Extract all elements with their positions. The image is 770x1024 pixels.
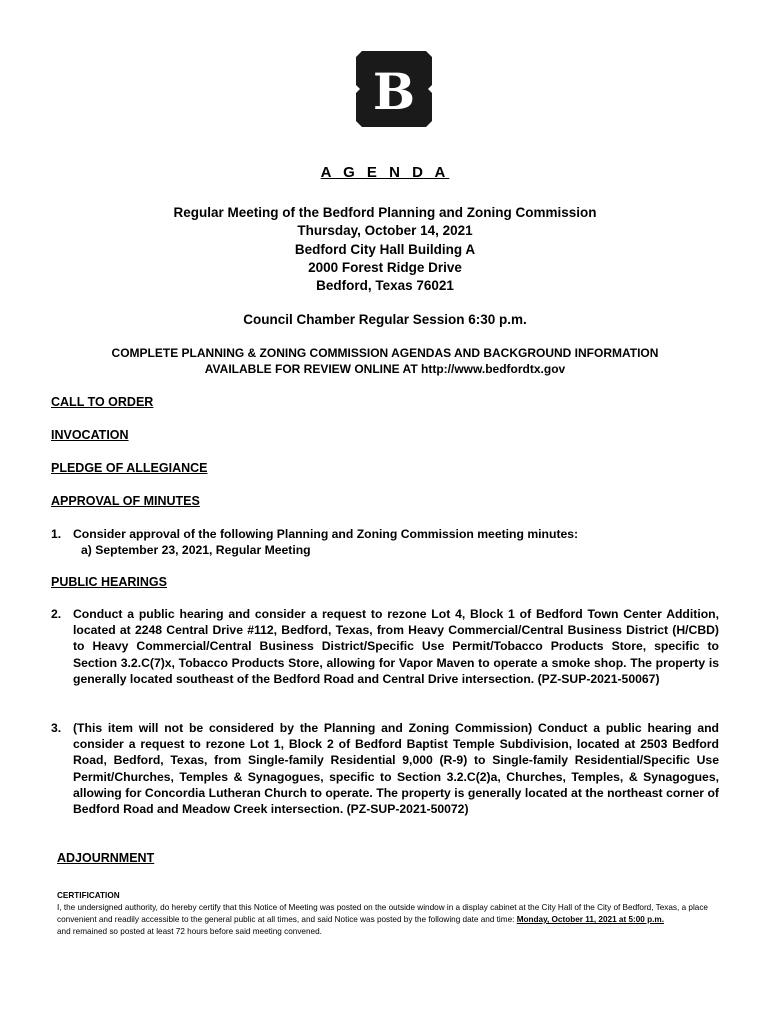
notice-line-1: COMPLETE PLANNING & ZONING COMMISSION AGENDAS AND BACKGROUND INFORMATION [111,346,659,360]
item-number: 3. [51,721,62,735]
city-logo [356,51,432,127]
section-call-to-order: CALL TO ORDER [51,395,154,409]
section-pledge: PLEDGE OF ALLEGIANCE [51,461,208,475]
agenda-title: A G E N D A [320,164,450,181]
online-notice [0,346,770,377]
certification-text-2: and remained so posted at least 72 hours before said meeting convened. [57,927,322,936]
section-approval-of-minutes: APPROVAL OF MINUTES [51,494,200,508]
meeting-city: Bedford, Texas 76021 [316,278,454,294]
meeting-street: 2000 Forest Ridge Drive [308,259,462,275]
section-adjournment: ADJOURNMENT [57,851,155,865]
item-number: 2. [51,607,62,621]
agenda-item-3 [51,720,719,817]
agenda-item-2 [51,606,719,687]
section-public-hearings: PUBLIC HEARINGS [51,575,167,589]
logo-letter: B [372,62,416,121]
certification-heading: CERTIFICATION [57,891,120,900]
item-subitem: a) September 23, 2021, Regular Meeting [81,543,311,558]
certification-datetime: Monday, October 11, 2021 at 5:00 p.m. [516,915,664,924]
item-text: Consider approval of the following Planning and Zoning Commission meeting minutes: [73,527,579,541]
meeting-date: Thursday, October 14, 2021 [297,223,473,239]
meeting-header [0,204,770,295]
notice-line-2: AVAILABLE FOR REVIEW ONLINE AT http://www.bedfordtx.gov [204,361,566,376]
certification-text: I, the undersigned authority, do hereby certify that this Notice of Meeting was posted on the outside window in a display cabinet at the City Hall of the City of Bedford, Texas, a place convenient and readily accessible to the general public at all times, and said Notice was posted by the following date and time: [57,903,708,924]
meeting-name: Regular Meeting of the Bedford Planning and Zoning Commission [173,205,597,220]
session-time: Council Chamber Regular Session 6:30 p.m. [243,312,527,327]
certification [57,890,717,938]
item-number: 1. [51,527,62,541]
meeting-venue: Bedford City Hall Building A [294,241,476,257]
section-invocation: INVOCATION [51,428,129,442]
agenda-item-1 [51,526,719,558]
item-text: (This item will not be considered by the Planning and Zoning Commission) Conduct a public hearing and consider a request to rezone Lot 1, Block 2 of Bedford Baptist Temple Subdivision, located at 2503 Bedford Road, Bedford, Texas, from Single-family Residential 9,000 (R-9) to Single-family Residential/Specific Use Permit/Churches, Temples & Synagogues, specific to Section 3.2.C(2)a, Churches, Temples, & Synagogues, allowing for Concordia Lutheran Church to operate. The property is generally located at the northeast corner of Bedford Road and Meadow Creek intersection. (PZ-SUP-2021-50072) [73,721,719,817]
item-text: Conduct a public hearing and consider a request to rezone Lot 4, Block 1 of Bedford Town Center Addition, located at 2248 Central Drive #112, Bedford, Texas, from Heavy Commercial/Central Business District (H/CBD) to Heavy Commercial/Central Business District/Specific Use Permit/Tobacco Products Store, specific to Section 3.2.C(7)x, Tobacco Products Store, allowing for Vapor Maven to operate a smoke shop. The property is generally located southeast of the Bedford Road and Central Drive intersection. (PZ-SUP-2021-50067) [73,607,719,686]
